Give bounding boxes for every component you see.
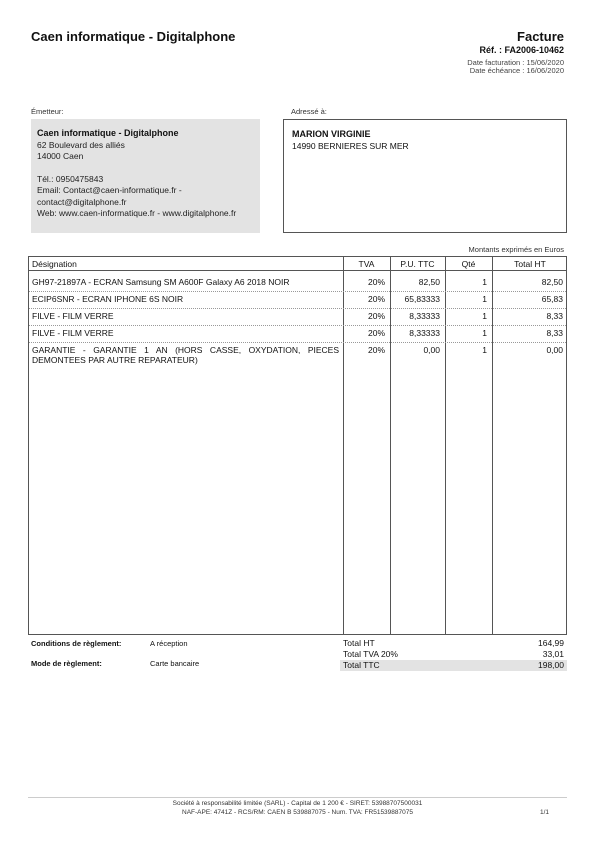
company-title: Caen informatique - Digitalphone	[31, 29, 236, 44]
total-tva-label: Total TVA 20%	[343, 649, 398, 659]
recipient-name: MARION VIRGINIE	[292, 129, 371, 139]
footer-legal-line1: Société à responsabilité limitée (SARL) - Capital de 1 200 € - SIRET: 53988707500031	[172, 800, 423, 807]
row-total-ht: 82,50	[541, 277, 563, 287]
total-ht-label: Total HT	[343, 638, 375, 648]
sender-address-line1: 62 Boulevard des alliés	[37, 139, 125, 150]
recipient-label: Adressé à:	[291, 107, 327, 116]
invoice-date: Date facturation : 15/06/2020	[467, 58, 564, 67]
row-designation: GARANTIE - GARANTIE 1 AN (HORS CASSE, OXYDATION, PIECES DEMONTEES PAR AUTRE REPARATEUR)	[32, 345, 339, 365]
total-ttc-label: Total TTC	[343, 660, 380, 670]
payment-conditions-value: A réception	[150, 639, 188, 648]
row-designation: ECIP6SNR - ECRAN IPHONE 6S NOIR	[32, 294, 184, 304]
sender-website: Web: www.caen-informatique.fr - www.digitalphone.fr	[37, 208, 237, 218]
row-total-ht: 8,33	[546, 328, 563, 338]
row-quantity: 1	[482, 328, 487, 338]
sender-email-line1: Email: Contact@caen-informatique.fr -	[37, 185, 182, 195]
total-tva-value: 33,01	[542, 649, 564, 659]
header-tva: TVA	[358, 259, 375, 269]
header-unit-price: P.U. TTC	[400, 259, 435, 269]
header-designation: Désignation	[32, 259, 77, 269]
row-designation: FILVE - FILM VERRE	[32, 328, 114, 338]
total-ttc-value: 198,00	[538, 660, 564, 670]
sender-block	[31, 119, 260, 233]
sender-email-line2: contact@digitalphone.fr	[37, 196, 127, 207]
items-table	[28, 256, 567, 635]
header-total-ht: Total HT	[514, 259, 546, 269]
payment-conditions-label: Conditions de règlement:	[31, 639, 122, 648]
row-total-ht: 8,33	[546, 311, 563, 321]
row-tva: 20%	[367, 277, 385, 287]
recipient-address: 14990 BERNIERES SUR MER	[292, 140, 409, 151]
row-quantity: 1	[482, 277, 487, 287]
row-total-ht: 0,00	[546, 345, 563, 355]
row-quantity: 1	[482, 345, 487, 355]
row-tva: 20%	[367, 294, 385, 304]
row-tva: 20%	[367, 311, 385, 321]
total-ht-value: 164,99	[538, 638, 564, 648]
sender-label: Émetteur:	[31, 107, 64, 116]
footer-legal-line2: NAF-APE: 4741Z - RCS/RM: CAEN B 539887075 - Num. TVA: FR51539887075	[182, 809, 413, 816]
row-unit-price: 8,33333	[409, 328, 440, 338]
payment-mode-label: Mode de règlement:	[31, 659, 102, 668]
row-total-ht: 65,83	[541, 294, 563, 304]
footer-divider	[28, 797, 567, 798]
sender-name: Caen informatique - Digitalphone	[37, 128, 179, 138]
row-unit-price: 65,83333	[404, 294, 440, 304]
row-designation: FILVE - FILM VERRE	[32, 311, 114, 321]
invoice-reference: Réf. : FA2006-10462	[479, 45, 564, 55]
row-tva: 20%	[367, 328, 385, 338]
currency-note: Montants exprimés en Euros	[468, 245, 564, 254]
row-quantity: 1	[482, 294, 487, 304]
row-quantity: 1	[482, 311, 487, 321]
row-unit-price: 8,33333	[409, 311, 440, 321]
row-unit-price: 0,00	[423, 345, 440, 355]
header-quantity: Qté	[461, 259, 476, 269]
row-designation: GH97-21897A - ECRAN Samsung SM A600F Galaxy A6 2018 NOIR	[32, 277, 290, 287]
row-unit-price: 82,50	[418, 277, 440, 287]
document-type: Facture	[517, 29, 564, 44]
row-tva: 20%	[367, 345, 385, 355]
sender-phone: Tél.: 0950475843	[37, 173, 104, 184]
sender-address-line2: 14000 Caen	[37, 151, 84, 161]
due-date: Date échéance : 16/06/2020	[469, 66, 564, 75]
page-number: 1/1	[539, 809, 549, 816]
payment-mode-value: Carte bancaire	[150, 659, 200, 668]
recipient-block	[283, 119, 567, 233]
